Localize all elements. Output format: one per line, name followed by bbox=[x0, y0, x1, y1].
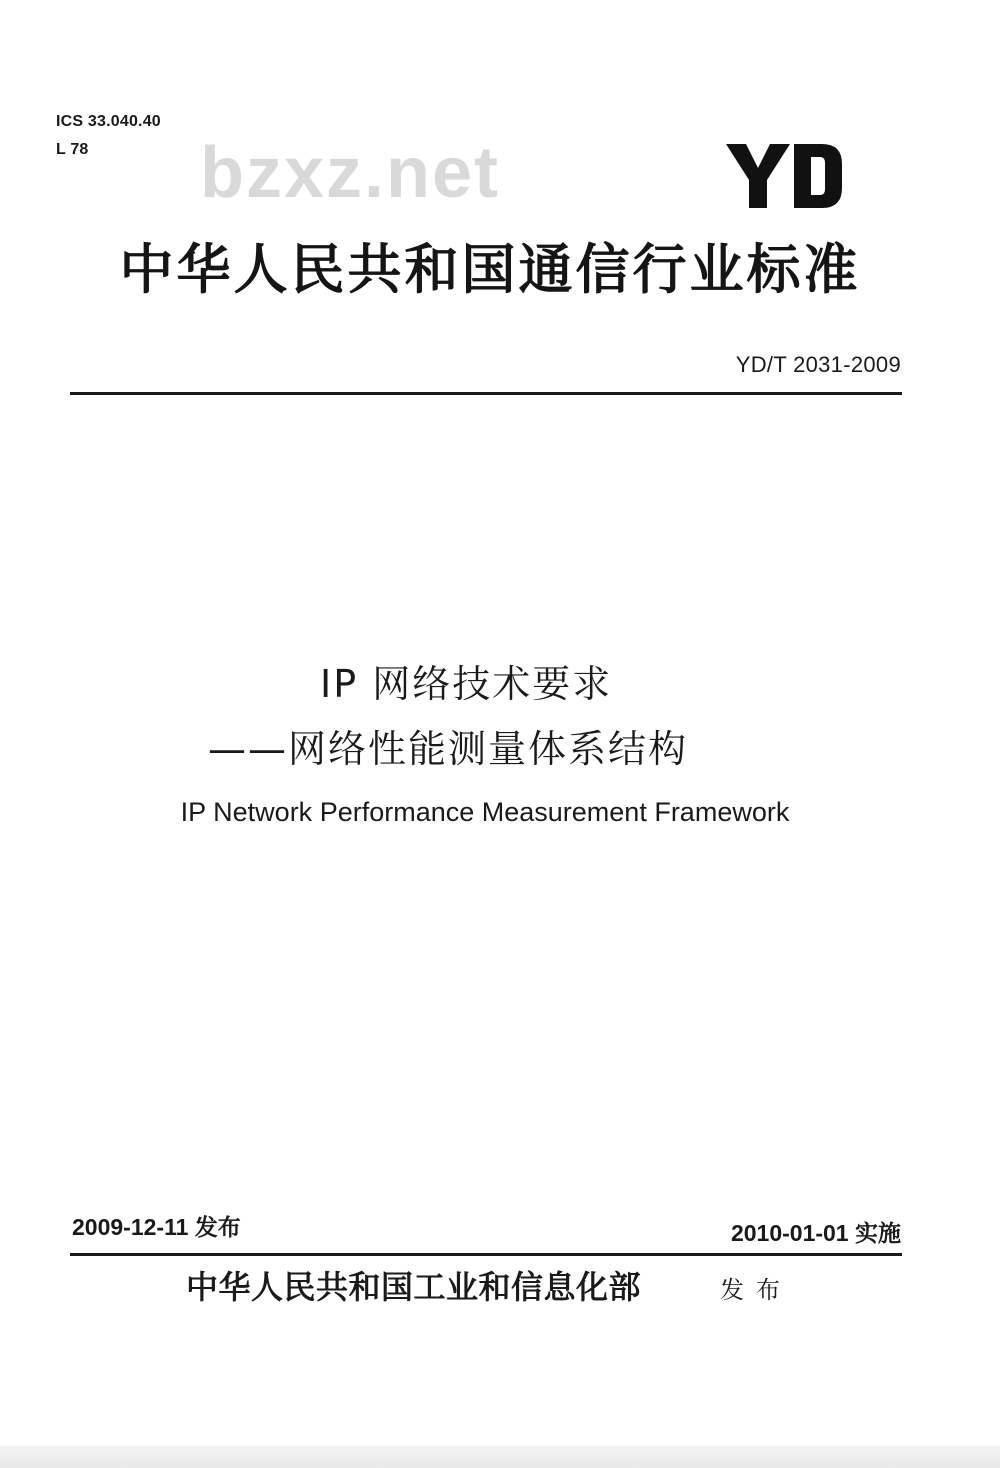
standard-number: YD/T 2031-2009 bbox=[735, 352, 901, 377]
implementation-date: 2010-01-01 实施 bbox=[730, 1220, 901, 1246]
yd-logo bbox=[724, 142, 844, 210]
bottom-divider bbox=[70, 1253, 902, 1256]
chinese-title-line-1: IP 网络技术要求 bbox=[320, 662, 613, 706]
chinese-title-line-2: ——网络性能测量体系结构 bbox=[208, 727, 689, 771]
industry-standard-title: 中华人民共和国通信行业标准 bbox=[119, 238, 861, 301]
ics-code: ICS 33.040.40 bbox=[56, 113, 161, 130]
issuer-action: 发布 bbox=[720, 1276, 792, 1304]
top-divider bbox=[70, 392, 902, 395]
english-title: IP Network Performance Measurement Framework bbox=[180, 797, 790, 827]
classification-codes bbox=[56, 108, 161, 164]
watermark: bzxz.net bbox=[200, 133, 501, 213]
issuing-authority: 中华人民共和国工业和信息化部 bbox=[186, 1268, 642, 1306]
issue-date: 2009-12-11 发布 bbox=[72, 1214, 241, 1240]
class-code: L 78 bbox=[56, 141, 89, 158]
page-bottom-edge bbox=[0, 1446, 1000, 1468]
